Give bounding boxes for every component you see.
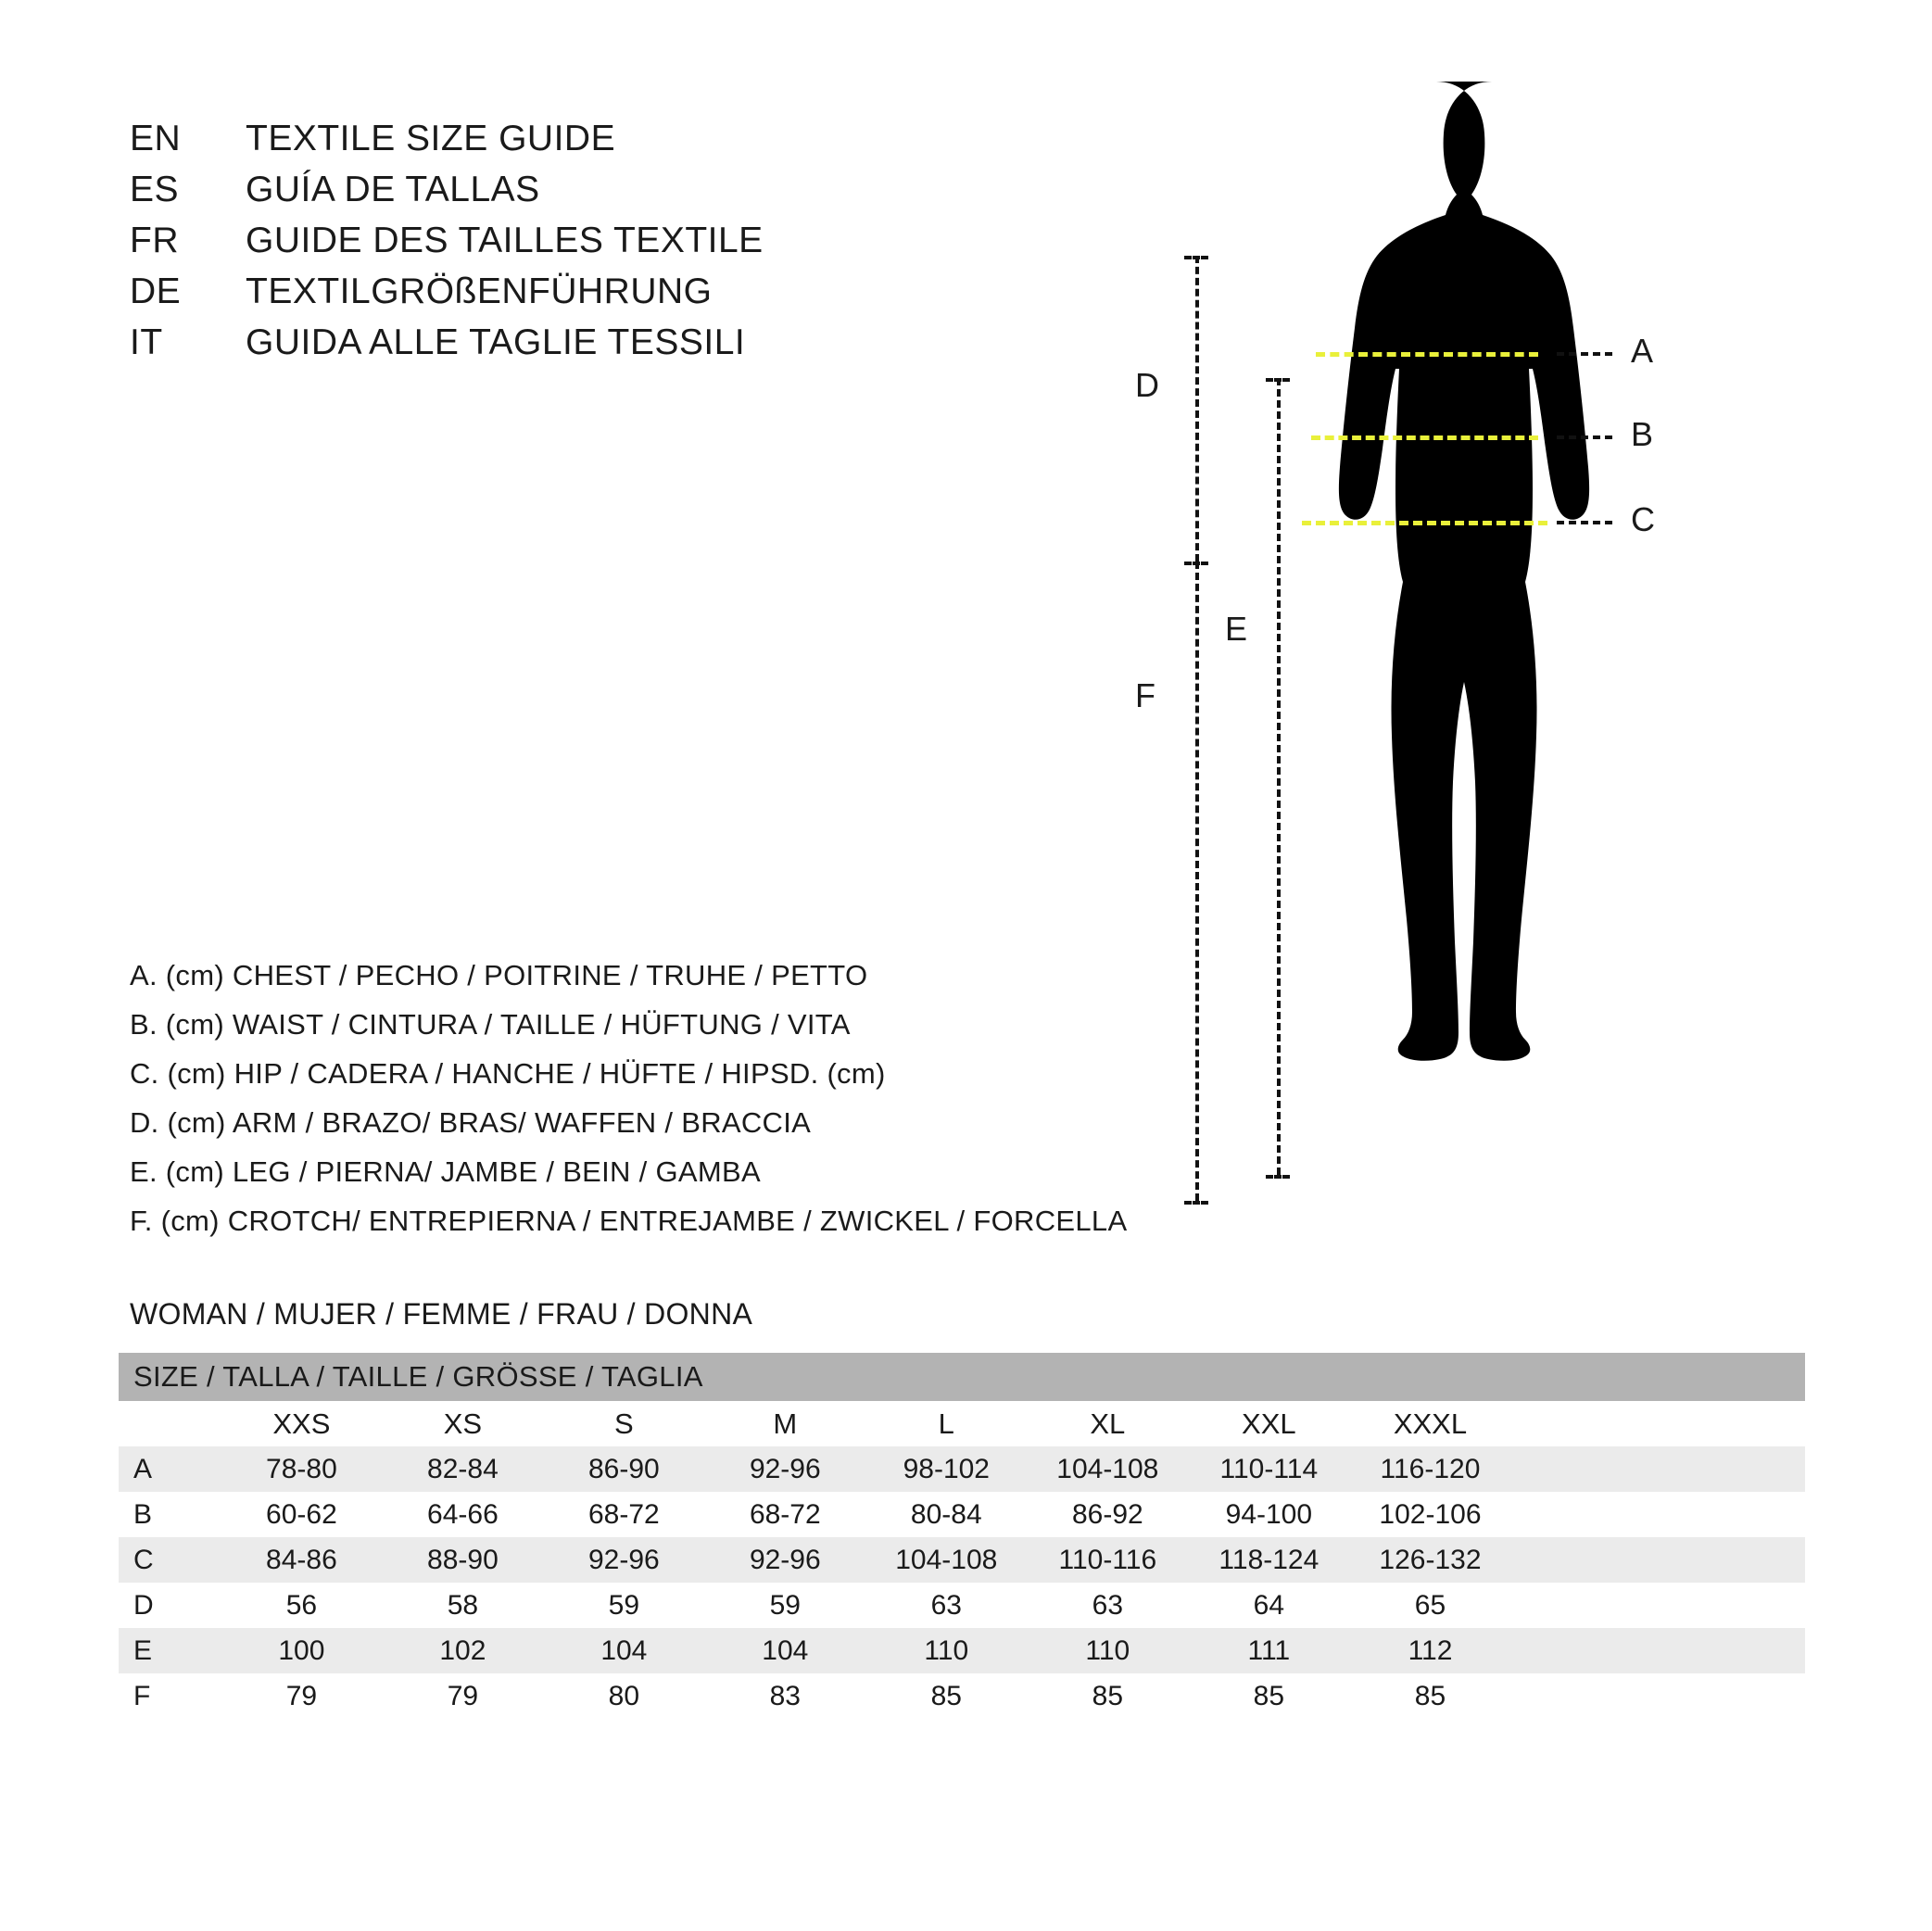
table-row (119, 1628, 1805, 1673)
table-cell: 80 (543, 1673, 704, 1719)
legend-item-f: F. (cm) CROTCH/ ENTREPIERNA / ENTREJAMBE / ZWICKEL / FORCELLA (130, 1205, 1128, 1237)
table-row-label: B (119, 1492, 221, 1537)
table-cell: 85 (1188, 1673, 1349, 1719)
table-cell: 63 (1027, 1583, 1188, 1628)
gender-caption: WOMAN / MUJER / FEMME / FRAU / DONNA (130, 1297, 753, 1331)
language-row (130, 170, 890, 221)
waist-measure-line (1311, 435, 1538, 440)
table-row (119, 1537, 1805, 1583)
table-cell: 86-90 (543, 1446, 704, 1492)
table-row (119, 1673, 1805, 1719)
marker-label-c: C (1631, 500, 1656, 538)
table-cell: 59 (704, 1583, 865, 1628)
table-row-label: E (119, 1628, 221, 1673)
table-header-xxs: XXS (221, 1401, 382, 1446)
legend-item-b: B. (cm) WAIST / CINTURA / TAILLE / HÜFTUNG / VITA (130, 1008, 851, 1041)
chest-tick (1557, 352, 1612, 356)
table-cell: 83 (704, 1673, 865, 1719)
marker-label-b: B (1631, 415, 1654, 453)
table-cell: 110 (1027, 1628, 1188, 1673)
table-cell: 102-106 (1349, 1492, 1510, 1537)
table-cell: 104 (704, 1628, 865, 1673)
language-code: DE (130, 271, 182, 311)
table-cell: 98-102 (865, 1446, 1027, 1492)
table-cell: 100 (221, 1628, 382, 1673)
table-cell: 64 (1188, 1583, 1349, 1628)
table-cell: 80-84 (865, 1492, 1027, 1537)
table-cell: 112 (1349, 1628, 1510, 1673)
table-band-title-row (119, 1353, 1805, 1401)
language-title: GUIDE DES TAILLES TEXTILE (246, 221, 764, 260)
table-cell: 79 (382, 1673, 543, 1719)
leg-dimension-bar (1277, 378, 1281, 1175)
table-cell: 84-86 (221, 1537, 382, 1583)
table-header-xl: XL (1027, 1401, 1188, 1446)
table-cell-spacer (1511, 1537, 1805, 1583)
legend-item-c: C. (cm) HIP / CADERA / HANCHE / HÜFTE / HIPSD. (cm) (130, 1057, 886, 1090)
waist-tick (1557, 435, 1612, 439)
table-header-corner (119, 1401, 221, 1446)
table-header-l: L (865, 1401, 1027, 1446)
language-title: TEXTILE SIZE GUIDE (246, 119, 616, 158)
table-cell: 78-80 (221, 1446, 382, 1492)
measurement-figure (1135, 74, 1881, 1279)
table-header-xxxl: XXXL (1349, 1401, 1510, 1446)
table-header-row (119, 1401, 1805, 1446)
legend-item-d: D. (cm) ARM / BRAZO/ BRAS/ WAFFEN / BRACCIA (130, 1106, 812, 1139)
table-cell: 102 (382, 1628, 543, 1673)
hip-tick (1557, 521, 1612, 524)
measurement-legend (130, 959, 1223, 1254)
table-row-label: F (119, 1673, 221, 1719)
table-cell-spacer (1511, 1492, 1805, 1537)
language-title: TEXTILGRÖßENFÜHRUNG (246, 271, 713, 311)
table-cell: 63 (865, 1583, 1027, 1628)
table-cell: 59 (543, 1583, 704, 1628)
arm-dimension-cap-top (1184, 256, 1208, 259)
table-cell: 60-62 (221, 1492, 382, 1537)
table-cell: 116-120 (1349, 1446, 1510, 1492)
leg-dimension-cap-bottom (1266, 1175, 1290, 1179)
language-row (130, 221, 890, 271)
language-code: FR (130, 221, 179, 260)
table-row-label: D (119, 1583, 221, 1628)
table-cell: 64-66 (382, 1492, 543, 1537)
table-cell: 92-96 (704, 1537, 865, 1583)
table-cell: 92-96 (704, 1446, 865, 1492)
table-cell: 118-124 (1188, 1537, 1349, 1583)
table-cell: 126-132 (1349, 1537, 1510, 1583)
table-cell: 56 (221, 1583, 382, 1628)
language-code: ES (130, 170, 180, 209)
table-row-label: C (119, 1537, 221, 1583)
table-cell: 88-90 (382, 1537, 543, 1583)
arm-dimension-bar (1195, 256, 1199, 562)
table-cell: 82-84 (382, 1446, 543, 1492)
table-cell: 68-72 (543, 1492, 704, 1537)
hip-measure-line (1302, 521, 1547, 525)
table-cell-spacer (1511, 1583, 1805, 1628)
table-row-label: A (119, 1446, 221, 1492)
leg-dimension-cap-top (1266, 378, 1290, 382)
language-code: IT (130, 322, 163, 362)
marker-label-e: E (1225, 610, 1248, 648)
table-cell: 58 (382, 1583, 543, 1628)
legend-item-e: E. (cm) LEG / PIERNA/ JAMBE / BEIN / GAMBA (130, 1155, 761, 1188)
table-cell: 104 (543, 1628, 704, 1673)
table-cell: 68-72 (704, 1492, 865, 1537)
language-title-block (130, 119, 890, 373)
table-cell: 111 (1188, 1628, 1349, 1673)
woman-silhouette-icon (1297, 74, 1686, 1214)
legend-item-a: A. (cm) CHEST / PECHO / POITRINE / TRUHE / PETTO (130, 959, 868, 991)
marker-label-d: D (1135, 366, 1160, 404)
table-row (119, 1492, 1805, 1537)
language-title: GUÍA DE TALLAS (246, 170, 540, 209)
language-row (130, 322, 890, 373)
table-row (119, 1446, 1805, 1492)
table-cell-spacer (1511, 1446, 1805, 1492)
table-cell: 104-108 (1027, 1446, 1188, 1492)
language-row (130, 271, 890, 322)
table-cell: 110-114 (1188, 1446, 1349, 1492)
marker-label-f: F (1135, 676, 1156, 714)
size-table (119, 1353, 1805, 1719)
table-cell: 79 (221, 1673, 382, 1719)
table-header-m: M (704, 1401, 865, 1446)
marker-label-a: A (1631, 332, 1654, 370)
table-cell: 85 (865, 1673, 1027, 1719)
table-cell: 110-116 (1027, 1537, 1188, 1583)
table-row (119, 1583, 1805, 1628)
table-header-xs: XS (382, 1401, 543, 1446)
language-row (130, 119, 890, 170)
table-cell-spacer (1511, 1673, 1805, 1719)
table-cell: 85 (1027, 1673, 1188, 1719)
table-cell: 65 (1349, 1583, 1510, 1628)
table-header-spacer (1511, 1401, 1805, 1446)
language-code: EN (130, 119, 182, 158)
table-cell: 86-92 (1027, 1492, 1188, 1537)
table-cell: 94-100 (1188, 1492, 1349, 1537)
language-title: GUIDA ALLE TAGLIE TESSILI (246, 322, 746, 362)
table-band-title: SIZE / TALLA / TAILLE / GRÖSSE / TAGLIA (119, 1353, 1805, 1401)
table-cell: 85 (1349, 1673, 1510, 1719)
table-cell: 104-108 (865, 1537, 1027, 1583)
table-cell: 110 (865, 1628, 1027, 1673)
chest-measure-line (1316, 352, 1538, 357)
table-cell: 92-96 (543, 1537, 704, 1583)
table-header-s: S (543, 1401, 704, 1446)
table-header-xxl: XXL (1188, 1401, 1349, 1446)
table-cell-spacer (1511, 1628, 1805, 1673)
